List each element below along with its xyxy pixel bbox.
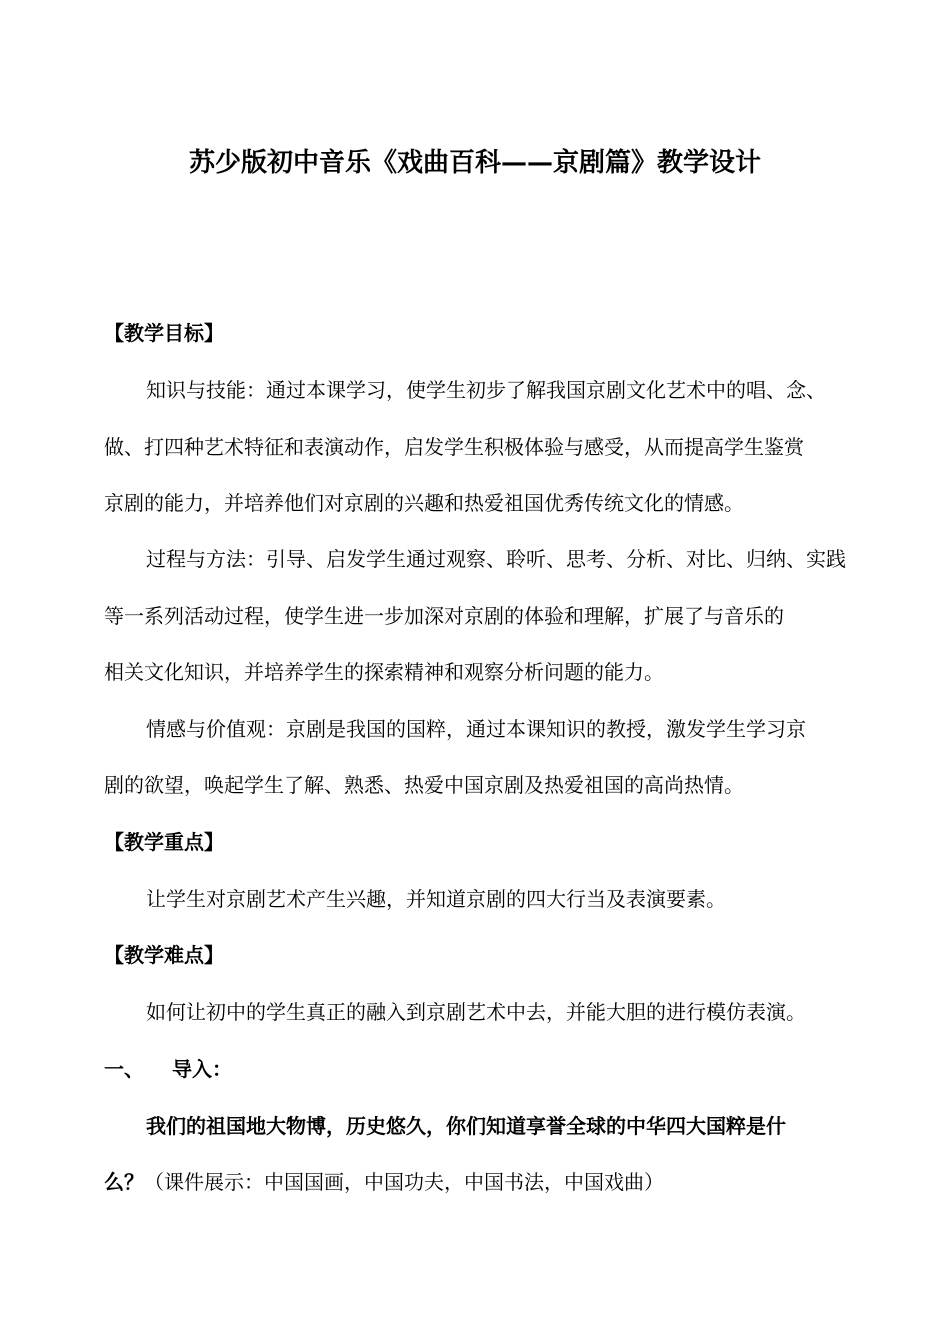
process-line-2: 等一系列活动过程，使学生进一步加深对京剧的体验和理解，扩展了与音乐的 — [104, 604, 784, 628]
document-title: 苏少版初中音乐《戏曲百科——京剧篇》教学设计 — [188, 148, 761, 178]
intro-question-line-1: 我们的祖国地大物博，历史悠久，你们知道享誉全球的中华四大国粹是什 — [146, 1114, 786, 1138]
emotion-line-1: 情感与价值观：京剧是我国的国粹，通过本课知识的教授，激发学生学习京 — [146, 717, 806, 741]
objectives-heading: 【教学目标】 — [104, 321, 224, 345]
intro-question-line-2 — [104, 1167, 864, 1197]
emotion-line-2: 剧的欲望，唤起学生了解、熟悉、热爱中国京剧及热爱祖国的高尚热情。 — [104, 773, 744, 797]
key-points-text: 让学生对京剧艺术产生兴趣，并知道京剧的四大行当及表演要素。 — [146, 887, 726, 911]
intro-question-end: 么？ — [104, 1170, 144, 1194]
section-one-number: 一、 — [104, 1057, 144, 1081]
difficulties-heading: 【教学难点】 — [104, 943, 224, 967]
process-line-1: 过程与方法：引导、启发学生通过观察、聆听、思考、分析、对比、归纳、实践 — [146, 547, 846, 571]
knowledge-line-3: 京剧的能力，并培养他们对京剧的兴趣和热爱祖国优秀传统文化的情感。 — [104, 491, 744, 515]
difficulties-text: 如何让初中的学生真正的融入到京剧艺术中去，并能大胆的进行模仿表演。 — [146, 1000, 806, 1024]
courseware-note: （课件展示：中国国画，中国功夫，中国书法，中国戏曲） — [144, 1170, 664, 1194]
section-one-label: 导入： — [172, 1057, 232, 1081]
key-points-heading: 【教学重点】 — [104, 830, 224, 854]
knowledge-line-2: 做、打四种艺术特征和表演动作，启发学生积极体验与感受，从而提高学生鉴赏 — [104, 435, 804, 459]
knowledge-line-1: 知识与技能：通过本课学习，使学生初步了解我国京剧文化艺术中的唱、念、 — [146, 378, 826, 402]
process-line-3: 相关文化知识，并培养学生的探索精神和观察分析问题的能力。 — [104, 660, 664, 684]
